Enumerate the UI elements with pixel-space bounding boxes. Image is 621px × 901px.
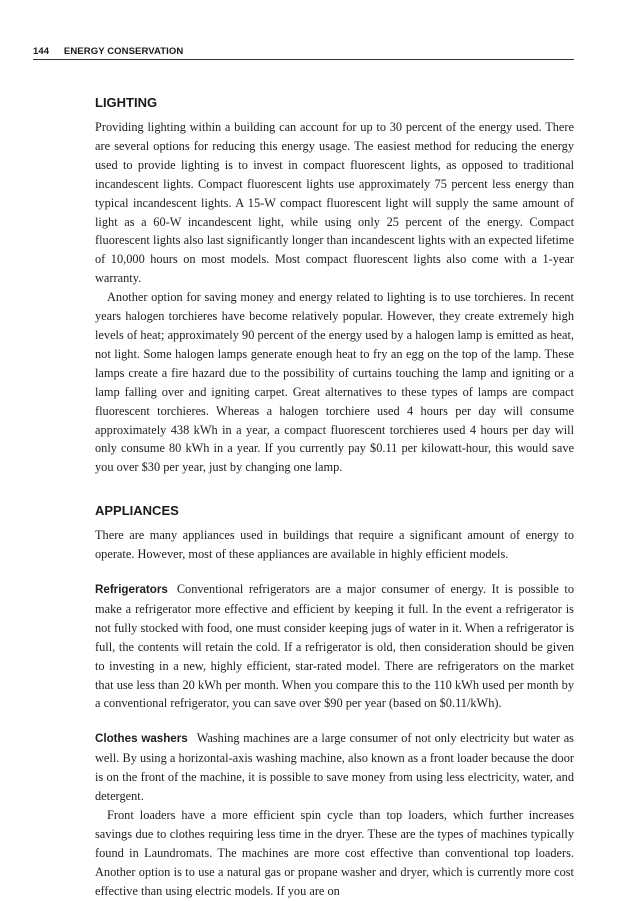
- running-head: [33, 46, 574, 58]
- section-heading-appliances: APPLIANCES: [95, 503, 179, 519]
- section-heading-lighting: LIGHTING: [95, 95, 158, 110]
- clothes-washers-text: Washing machines are a large consumer of not only electricity but water as well. By using a horizontal-axis washing machine, also known as a front loader because the door is on the front of the machine, it is possible to save money from using less electricity, water, and detergent.: [95, 731, 574, 804]
- header-rule: [33, 59, 574, 60]
- lighting-paragraph-1: Providing lighting within a building can account for up to 30 percent of the energy used. There are several options for reducing this energy usage. The easiest method for reducing the energy used to provide lighting is to invest in compact fluorescent lights, as opposed to traditional incandescent lights. Compact fluorescent lights use approximately 75 percent less energy than typical incandescent lights. A 15-W compact fluorescent light will supply the same amount of light as a 60-W incandescent light, while using only 25 percent of the energy. Compact fluorescent lights also last significantly longer than incandescent lights with an expected lifetime of 10,000 hours on most models. Most compact fluorescent lights also come with a 1-year warranty.: [95, 120, 574, 286]
- refrigerators-text: Conventional refrigerators are a major consumer of energy. It is possible to make a refrigerator more effective and efficient by keeping it full. In the event a refrigerator is not fully stocked with food, one must consider keeping jugs of water in it. When a refrigerator is full, the contents will retain the cold. If a refrigerator is old, then consideration should be given to investing in a new, highly efficient, star-rated model. There are refrigerators on the market that use less than 20 kWh per month. When you compare this to the 110 kWh used per month by a conventional refrigerator, you can save over $90 per year (based on $0.11/kWh).: [95, 582, 574, 711]
- clothes-washers-paragraph-2: Front loaders have a more efficient spin cycle than top loaders, which further increases savings due to clothes requiring less time in the dryer. These are the types of machines typically found in Laundromats. The machines are more cost effective than conventional top loaders. Another option is to use a natural gas or propane washer and dryer, which is currently more cost effective than using electric models. If you are on: [95, 808, 574, 898]
- clothes-washers-subheading: Clothes washers: [95, 732, 188, 746]
- lighting-paragraph-2: Another option for saving money and energy related to lighting is to use torchieres. In recent years halogen torchieres have become relatively popular. However, they create extremely high levels of heat; approximately 90 percent of the energy used by a halogen lamp is emitted as heat, not light. Some halogen lamps generate enough heat to fry an egg on the top of the lamp. These lamps create a fire hazard due to the possibility of curtains touching the lamp and igniting or a lamp falling over and igniting carpet. Great alternatives to these types of lamps are compact fluorescent torchieres. Whereas a halogen torchiere used 4 hours per day will consume approximately 438 kWh in a year, a compact fluorescent torchieres used 4 hours per day will only consume 80 kWh in a year. If you currently pay $0.11 per kilowatt-hour, this would save you over $30 per year, just by changing one lamp.: [95, 290, 574, 475]
- refrigerators-subheading: Refrigerators: [95, 583, 168, 597]
- page-number: 144: [33, 46, 50, 57]
- refrigerators-paragraph: [95, 580, 574, 713]
- running-title: ENERGY CONSERVATION: [63, 46, 184, 57]
- clothes-washers-paragraph: [95, 729, 574, 806]
- page-body: [95, 95, 574, 901]
- appliances-intro: There are many appliances used in buildings that require a significant amount of energy to operate. However, most of these appliances are available in highly efficient models.: [95, 528, 574, 562]
